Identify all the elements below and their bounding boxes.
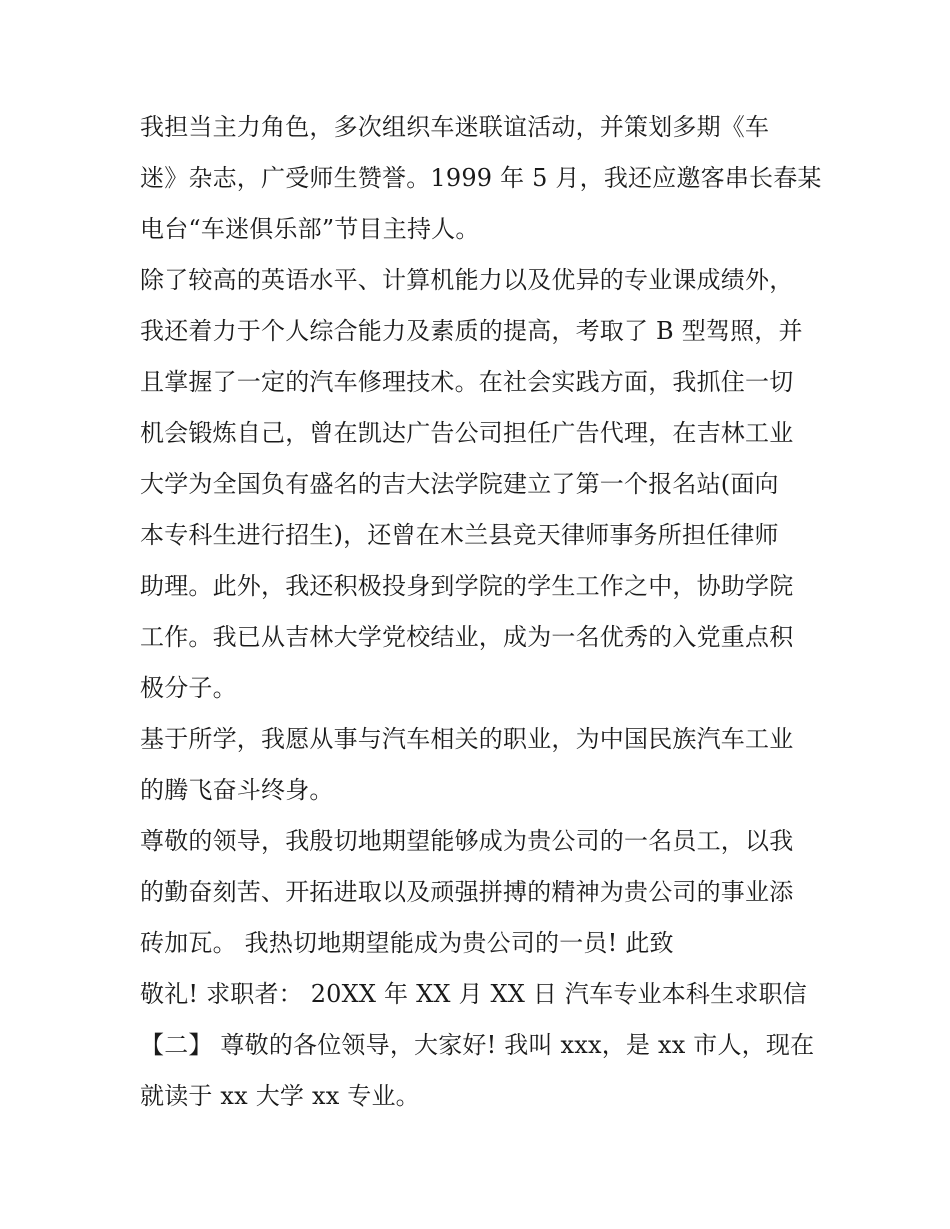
text-line: 迷》杂志，广受师生赞誉。1999 年 5 月，我还应邀客串长春某	[140, 164, 822, 192]
text-line: 的腾飞奋斗终身。	[140, 776, 334, 804]
text-line: 极分子。	[140, 674, 237, 702]
text-line: 本专科生进行招生)，还曾在木兰县竞天律师事务所担任律师	[140, 521, 779, 549]
text-line: 且掌握了一定的汽车修理技术。在社会实践方面，我抓住一切	[140, 368, 794, 396]
text-line: 机会锻炼自己，曾在凯达广告公司担任广告代理，在吉林工业	[140, 419, 794, 447]
text-line: 砖加瓦。 我热切地期望能成为贵公司的一员! 此致	[140, 929, 674, 957]
text-line: 大学为全国负有盛名的吉大法学院建立了第一个报名站(面向	[140, 470, 779, 498]
text-line: 助理。此外，我还积极投身到学院的学生工作之中，协助学院	[140, 572, 794, 600]
text-line: 的勤奋刻苦、开拓进取以及顽强拼搏的精神为贵公司的事业添	[140, 878, 794, 906]
document-body	[140, 102, 820, 1122]
text-line: 除了较高的英语水平、计算机能力以及优异的专业课成绩外，	[140, 266, 794, 294]
text-line: 我担当主力角色，多次组织车迷联谊活动，并策划多期《车	[140, 113, 770, 141]
text-line: 基于所学，我愿从事与汽车相关的职业，为中国民族汽车工业	[140, 725, 794, 753]
text-line: 就读于 xx 大学 xx 专业。	[140, 1082, 420, 1110]
text-line: 尊敬的领导，我殷切地期望能够成为贵公司的一名员工，以我	[140, 827, 794, 855]
text-line: 电台“车迷俱乐部”节目主持人。	[140, 215, 480, 243]
text-line: 我还着力于个人综合能力及素质的提高，考取了 B 型驾照，并	[140, 317, 803, 345]
text-line: 【二】 尊敬的各位领导，大家好! 我叫 xxx，是 xx 市人，现在	[140, 1031, 815, 1059]
text-line: 工作。我已从吉林大学党校结业，成为一名优秀的入党重点积	[140, 623, 794, 651]
text-line: 敬礼! 求职者： 20XX 年 XX 月 XX 日 汽车专业本科生求职信	[140, 980, 807, 1008]
